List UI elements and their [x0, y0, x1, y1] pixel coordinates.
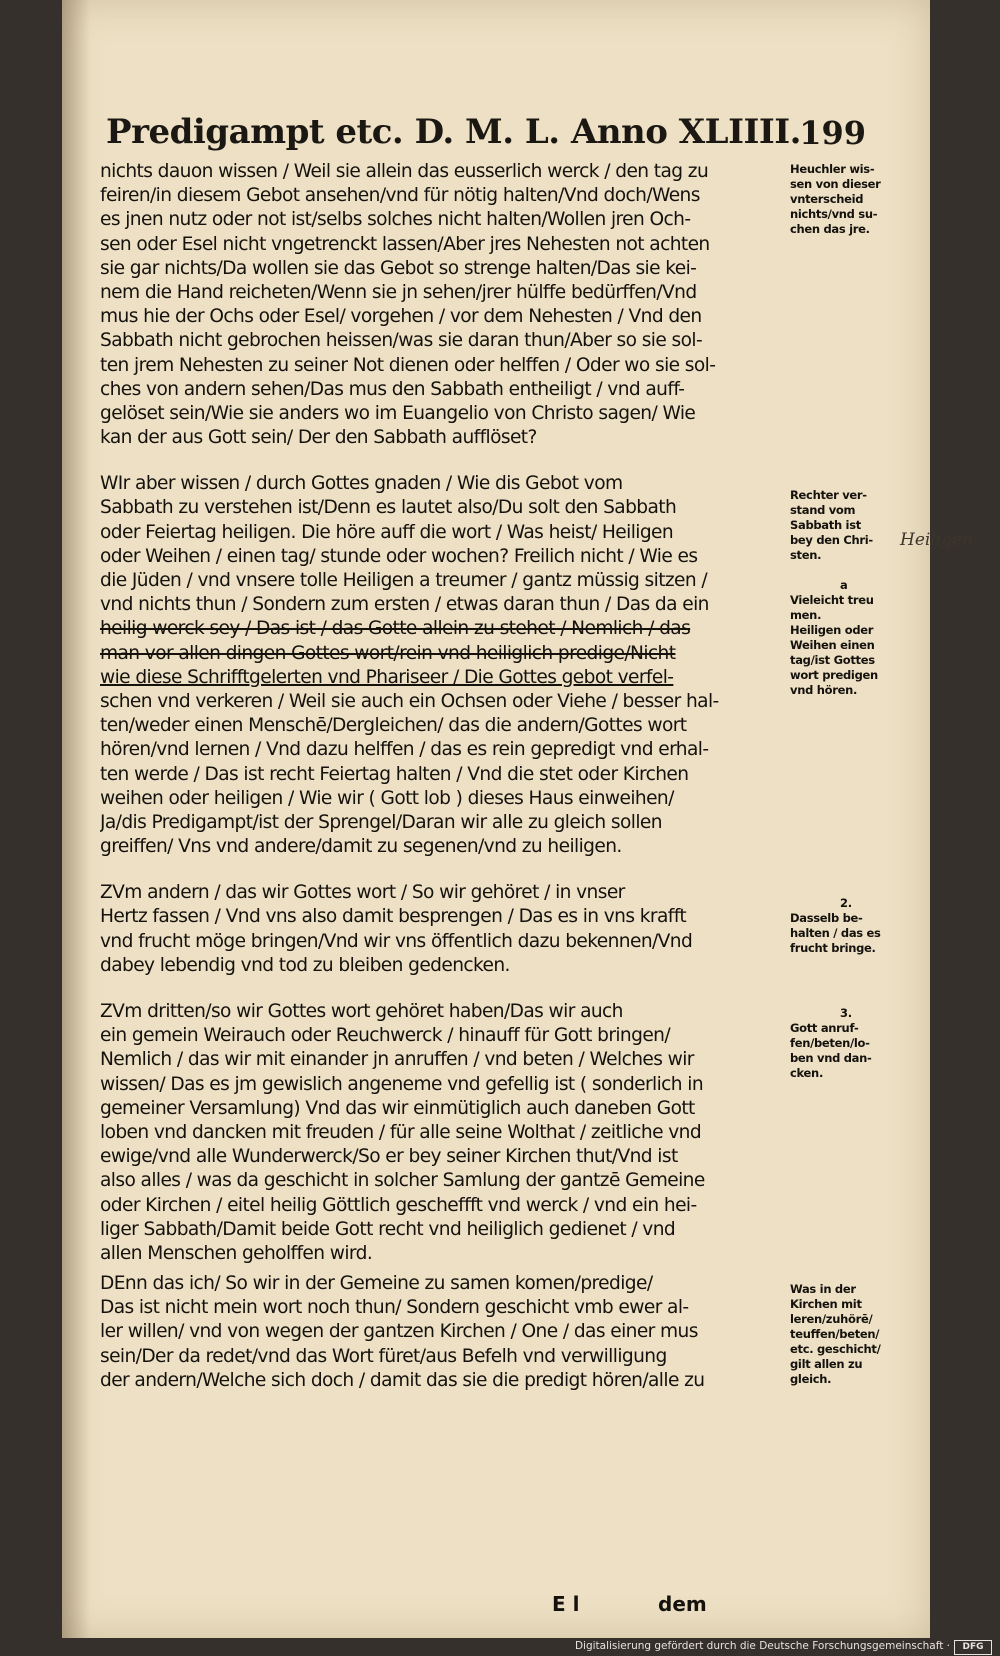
- text-line: dabey lebendig vnd tod zu bleiben gedencken.: [100, 954, 510, 976]
- margin-note-line: fen/beten/lo-: [790, 1036, 870, 1050]
- page-number: 199: [799, 114, 866, 152]
- margin-note-line: chen das jre.: [790, 222, 870, 236]
- margin-note-line: sten.: [790, 548, 822, 562]
- paragraph-4: [100, 1000, 784, 1266]
- margin-note-line: gleich.: [790, 1372, 832, 1386]
- margin-note-line: ben vnd dan-: [790, 1051, 872, 1065]
- text-line: vnd nichts thun / Sondern zum ersten / etwas daran thun / Das da ein: [100, 594, 709, 616]
- text-line: ZVm andern / das wir Gottes wort / So wir gehöret / in vnser: [100, 882, 625, 904]
- text-line: oder Kirchen / eitel heilig Göttlich gescheffft vnd werck / vnd ein hei-: [100, 1194, 697, 1216]
- text-line: Hertz fassen / Vnd vns also damit besprengen / Das es in vns krafft: [100, 906, 687, 928]
- text-line: Sabbath nicht gebrochen heissen/was sie daran thun/Aber so sie sol-: [100, 330, 703, 352]
- text-line: allen Menschen geholffen wird.: [100, 1242, 373, 1264]
- margin-note-line: vnterscheid: [790, 192, 864, 206]
- digitization-banner: [0, 1638, 1000, 1656]
- book-page: [62, 0, 974, 1638]
- text-line: wissen/ Das es jm gewislich angeneme vnd gefellig ist ( sonderlich in: [100, 1073, 704, 1095]
- text-line: liger Sabbath/Damit beide Gott recht vnd heiliglich gedienet / vnd: [100, 1218, 676, 1240]
- text-line: sen oder Esel nicht vngetrenckt lassen/Aber jres Nehesten not achten: [100, 233, 710, 255]
- margin-note-line: Vieleicht treu: [790, 593, 874, 607]
- margin-note-1: [790, 162, 894, 237]
- margin-note-line: Kirchen mit: [790, 1297, 862, 1311]
- text-line: nem die Hand reicheten/Wenn sie jn sehen/jrer hülffe bedürffen/Vnd: [100, 281, 697, 303]
- text-line: ten jrem Nehesten zu seiner Not dienen oder helffen / Oder wo sie sol-: [100, 354, 716, 376]
- text-line: also alles / was da geschicht in solcher Samlung der gantzē Gemeine: [100, 1170, 705, 1192]
- text-line: vnd frucht möge bringen/Vnd wir vns öffentlich dazu bekennen/Vnd: [100, 930, 693, 952]
- main-text: [100, 160, 784, 1393]
- margin-note-line: Heuchler wis-: [790, 162, 875, 176]
- text-line: die Jüden / vnd vnsere tolle Heiligen a treumer / gantz müssig sitzen /: [100, 570, 708, 591]
- catchword: dem: [658, 1592, 707, 1616]
- text-line: Das ist nicht mein wort noch thun/ Sondern geschicht vmb ewer al-: [100, 1297, 689, 1319]
- margin-note-line: stand vom: [790, 503, 856, 517]
- margin-note-line: Gott anruf-: [790, 1021, 859, 1035]
- underlined-text-line: wie diese Schrifftgelerten vnd Phariseer / Die Gottes gebot verfel-: [100, 666, 674, 688]
- text-line: Nemlich / das wir mit einander jn anruffen / vnd beten / Welches wir: [100, 1049, 694, 1071]
- text-line: gelöset sein/Wie sie anders wo im Euangelio von Christo sagen/ Wie: [100, 402, 696, 424]
- margin-note-line: gilt allen zu: [790, 1357, 863, 1371]
- text-line: sein/Der da redet/vnd das Wort füret/aus Befelh vnd verwilligung: [100, 1345, 667, 1367]
- running-header: [106, 112, 866, 162]
- text-line: schen vnd verkeren / Weil sie auch ein Ochsen oder Viehe / besser hal-: [100, 690, 719, 712]
- text-line: gemeiner Versamlung) Vnd das wir einmütiglich auch daneben Gott: [100, 1097, 695, 1119]
- text-line: WIr aber wissen / durch Gottes gnaden / Wie dis Gebot vom: [100, 473, 623, 495]
- text-line: greiffen/ Vns vnd andere/damit zu segenen/vnd zu heiligen.: [100, 836, 622, 858]
- margin-note-line: 2.: [840, 896, 852, 910]
- text-line: es jnen nutz oder not ist/selbs solches nicht halten/Wollen jren Och-: [100, 209, 691, 231]
- paragraph-1: [100, 160, 784, 450]
- margin-note-3: [790, 896, 894, 956]
- margin-note-line: Sabbath ist: [790, 518, 861, 532]
- text-line: oder Feiertag heiligen. Die höre auff die wort / Was heist/ Heiligen: [100, 521, 674, 543]
- running-title: Predigampt etc. D. M. L. Anno XLIIII.: [106, 112, 802, 152]
- text-line: ches von andern sehen/Das mus den Sabbath entheiligt / vnd auff-: [100, 378, 685, 400]
- margin-note-line: Dasselb be-: [790, 911, 863, 925]
- paragraph-2: [100, 472, 784, 859]
- text-line: weihen oder heiligen / Wie wir ( Gott lob ) dieses Haus einweihen/: [100, 787, 674, 809]
- page-gutter-shadow: [62, 0, 90, 1638]
- margin-note-line: sen von dieser: [790, 177, 881, 191]
- text-line: oder Weihen / einen tag/ stunde oder wochen? Freilich nicht / Wie es: [100, 545, 698, 567]
- margin-note-line: cken.: [790, 1066, 824, 1080]
- text-line: sie gar nichts/Da wollen sie das Gebot so strenge halten/Das sie kei-: [100, 257, 697, 279]
- text-line: nichts dauon wissen / Weil sie allein das eusserlich werck / den tag zu: [100, 161, 709, 182]
- text-line: DEnn das ich/ So wir in der Gemeine zu samen komen/predige/: [100, 1273, 653, 1295]
- margin-note-line: men.: [790, 608, 822, 622]
- margin-note-line: leren/zuhörē/: [790, 1312, 873, 1326]
- margin-note-line: teuffen/beten/: [790, 1327, 880, 1341]
- handwritten-annotation: Heiligen: [900, 530, 974, 550]
- margin-note-line: vnd hören.: [790, 683, 858, 697]
- paragraph-3: [100, 881, 784, 978]
- margin-note-line: halten / das es: [790, 926, 881, 940]
- margin-note-line: bey den Chri-: [790, 533, 873, 547]
- text-line: ZVm dritten/so wir Gottes wort gehöret haben/Das wir auch: [100, 1001, 623, 1022]
- text-line: hören/vnd lernen / Vnd dazu helffen / das es rein gepredigt vnd erhal-: [100, 739, 709, 761]
- funding-notice: Digitalisierung gefördert durch die Deutsche Forschungsgemeinschaft ·: [574, 1640, 950, 1652]
- signature-mark: E l: [552, 1592, 580, 1616]
- text-line: Sabbath zu verstehen ist/Denn es lautet also/Du solt den Sabbath: [100, 497, 677, 519]
- margin-note-line: Heiligen oder: [790, 623, 874, 637]
- text-line: mus hie der Ochs oder Esel/ vorgehen / vor dem Nehesten / Vnd den: [100, 306, 702, 328]
- margin-note-line: wort predigen: [790, 668, 878, 682]
- margin-note-line: 3.: [840, 1006, 852, 1020]
- margin-note-4: [790, 1006, 894, 1081]
- margin-note-line: tag/ist Gottes: [790, 653, 875, 667]
- text-line: ten/weder einen Menschē/Dergleichen/ das die andern/Gottes wort: [100, 715, 687, 737]
- struck-text-line: man vor allen dingen Gottes wort/rein vnd heiliglich predige/Nicht: [100, 642, 676, 664]
- margin-note-line: etc. geschicht/: [790, 1342, 881, 1356]
- paragraph-5: [100, 1272, 784, 1393]
- margin-note-line: Was in der: [790, 1282, 856, 1296]
- struck-text-line: heilig werck sey / Das ist / das Gotte allein zu stehet / Nemlich / das: [100, 618, 691, 640]
- text-line: kan der aus Gott sein/ Der den Sabbath aufflöset?: [100, 427, 537, 449]
- dfg-logo: DFG: [954, 1640, 992, 1655]
- text-line: loben vnd dancken mit freuden / für alle seine Wolthat / zeitliche vnd: [100, 1121, 702, 1143]
- margin-note-5: [790, 1282, 894, 1387]
- margin-note-line: frucht bringe.: [790, 941, 876, 955]
- text-line: Ja/dis Predigampt/ist der Sprengel/Daran wir alle zu gleich sollen: [100, 811, 662, 833]
- text-line: der andern/Welche sich doch / damit das sie die predigt hören/alle zu: [100, 1369, 705, 1391]
- margin-note-line: a: [840, 578, 848, 592]
- margin-note-2: [790, 488, 894, 563]
- text-line: ewige/vnd alle Wunderwerck/So er bey seiner Kirchen thut/Vnd ist: [100, 1146, 678, 1168]
- margin-note-2a: [790, 578, 894, 698]
- margin-note-line: Weihen einen: [790, 638, 875, 652]
- text-line: ten werde / Das ist recht Feiertag halten / Vnd die stet oder Kirchen: [100, 763, 689, 785]
- text-line: ein gemein Weirauch oder Reuchwerck / hinauff für Gott bringen/: [100, 1025, 671, 1047]
- text-line: feiren/in diesem Gebot ansehen/vnd für nötig halten/Vnd doch/Wens: [100, 185, 700, 207]
- margin-note-line: Rechter ver-: [790, 488, 867, 502]
- margin-note-line: nichts/vnd su-: [790, 207, 878, 221]
- text-line: ler willen/ vnd von wegen der gantzen Kirchen / One / das einer mus: [100, 1321, 698, 1343]
